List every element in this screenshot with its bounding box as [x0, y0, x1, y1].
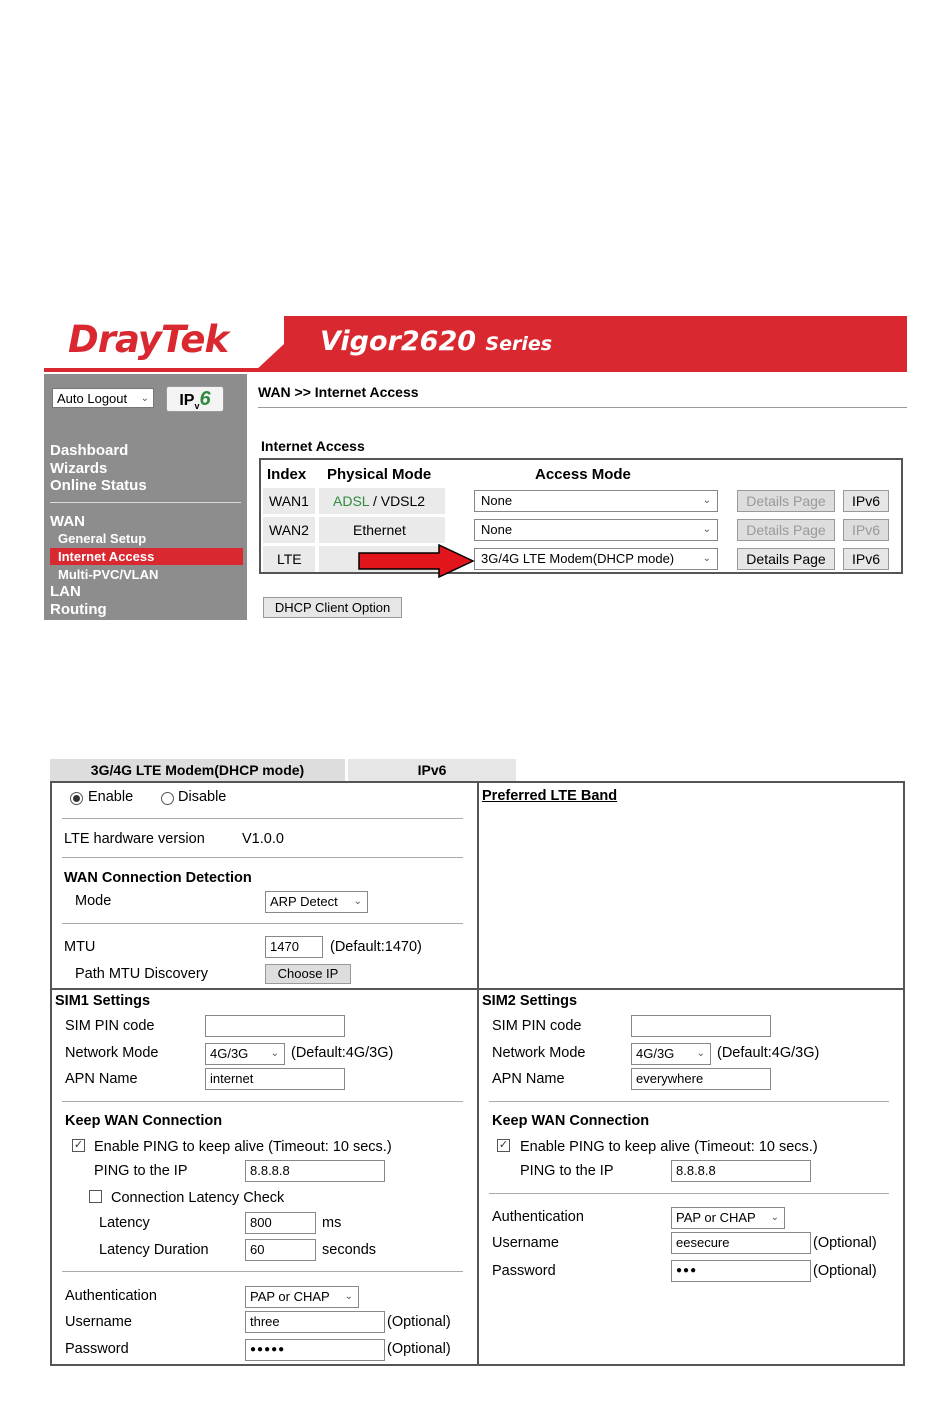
sim1-keep-wan-title: Keep WAN Connection	[65, 1113, 223, 1129]
sim1-latency-duration-input[interactable]: 60	[245, 1239, 316, 1261]
breadcrumb-divider	[258, 407, 907, 408]
sim2-ping-checkbox[interactable]: ✓	[498, 1139, 509, 1151]
column-header-access-mode: Access Mode	[535, 466, 631, 483]
sim1-latency-check-checkbox[interactable]	[89, 1190, 102, 1203]
sim2-keep-wan-title: Keep WAN Connection	[492, 1113, 650, 1129]
disable-radio[interactable]	[161, 792, 174, 805]
sim2-username-input[interactable]: eesecure	[671, 1232, 811, 1254]
sidebar-divider	[50, 502, 241, 503]
chevron-down-icon: ⌄	[702, 495, 711, 506]
lte-access-mode-select[interactable]: 3G/4G LTE Modem(DHCP mode) ⌄	[474, 548, 718, 570]
sim2-network-mode-select[interactable]: 4G/3G ⌄	[631, 1043, 711, 1065]
lte-settings-panel	[50, 781, 905, 1366]
enable-label: Enable	[88, 789, 134, 805]
sim1-pin-label: SIM PIN code	[65, 1018, 155, 1034]
divider	[62, 857, 463, 858]
breadcrumb: WAN >> Internet Access	[258, 384, 419, 400]
sim1-pin-input[interactable]	[205, 1015, 345, 1037]
dhcp-client-option-button[interactable]: DHCP Client Option	[263, 597, 402, 618]
sim2-settings-title: SIM2 Settings	[482, 993, 578, 1009]
wan2-details-page-button[interactable]: Details Page	[737, 519, 835, 541]
sim1-latency-check-label: Connection Latency Check	[111, 1190, 285, 1206]
sim1-ping-ip-input[interactable]: 8.8.8.8	[245, 1160, 385, 1182]
path-mtu-discovery-label: Path MTU Discovery	[75, 966, 208, 982]
wan1-index: WAN1	[269, 493, 309, 509]
wan1-details-page-button[interactable]: Details Page	[737, 490, 835, 512]
sim2-pin-input[interactable]	[631, 1015, 771, 1037]
sim1-authentication-label: Authentication	[65, 1288, 157, 1304]
sim1-network-mode-default: (Default:4G/3G)	[291, 1045, 394, 1061]
sim1-username-input[interactable]: three	[245, 1311, 385, 1333]
wan1-physical-mode: ADSL / VDSL2	[333, 493, 426, 509]
mtu-label: MTU	[64, 939, 96, 955]
tab-lte-modem[interactable]: 3G/4G LTE Modem(DHCP mode)	[50, 759, 345, 781]
sidebar-item-lan[interactable]: LAN	[50, 583, 81, 600]
sidebar-item-online-status[interactable]: Online Status	[50, 477, 147, 494]
chevron-down-icon: ⌄	[770, 1212, 779, 1223]
sidebar-item-general-setup[interactable]: General Setup	[58, 531, 147, 546]
divider	[62, 818, 463, 819]
lte-index: LTE	[277, 551, 302, 567]
sim1-password-input[interactable]: ●●●●●	[245, 1339, 385, 1361]
sim1-username-optional: (Optional)	[387, 1314, 451, 1330]
sim1-settings-title: SIM1 Settings	[55, 993, 151, 1009]
sim1-latency-duration-unit: seconds	[322, 1242, 377, 1258]
divider	[62, 1271, 463, 1272]
wan2-physical-mode: Ethernet	[353, 522, 406, 538]
divider	[489, 1193, 889, 1194]
sidebar-item-internet-access[interactable]: Internet Access	[50, 548, 243, 565]
internet-access-table	[259, 458, 903, 574]
sim1-authentication-select[interactable]: PAP or CHAP ⌄	[245, 1286, 359, 1308]
sim2-network-mode-label: Network Mode	[492, 1045, 586, 1061]
model-name: Vigor2620 Series	[320, 326, 553, 357]
chevron-down-icon: ⌄	[702, 524, 711, 535]
wan2-ipv6-button[interactable]: IPv6	[843, 519, 889, 541]
wan2-index: WAN2	[269, 522, 309, 538]
mtu-default: (Default:1470)	[330, 939, 422, 955]
disable-label: Disable	[178, 789, 227, 805]
sim2-apn-label: APN Name	[492, 1071, 565, 1087]
section-title: Internet Access	[261, 438, 365, 454]
wan-connection-detection-title: WAN Connection Detection	[64, 870, 252, 886]
red-arrow-annotation	[357, 544, 475, 578]
sim2-ping-enable-label: Enable PING to keep alive (Timeout: 10 secs.)	[520, 1139, 818, 1155]
sim2-authentication-select[interactable]: PAP or CHAP ⌄	[671, 1207, 785, 1229]
lte-ipv6-button[interactable]: IPv6	[843, 548, 889, 570]
sim1-ping-checkbox[interactable]: ✓	[73, 1139, 84, 1151]
sim2-username-optional: (Optional)	[813, 1235, 877, 1251]
auto-logout-select[interactable]: Auto Logout ⌄	[52, 388, 154, 408]
mode-label: Mode	[75, 893, 112, 909]
sim2-username-label: Username	[492, 1235, 559, 1251]
sim1-network-mode-label: Network Mode	[65, 1045, 159, 1061]
sim2-ping-ip-input[interactable]: 8.8.8.8	[671, 1160, 811, 1182]
chevron-down-icon: ⌄	[140, 393, 149, 404]
chevron-down-icon: ⌄	[353, 896, 362, 907]
divider	[62, 1101, 463, 1102]
sim1-password-label: Password	[65, 1341, 129, 1357]
preferred-lte-band-link[interactable]: Preferred LTE Band	[482, 788, 618, 804]
wan1-ipv6-button[interactable]: IPv6	[843, 490, 889, 512]
chevron-down-icon: ⌄	[702, 553, 711, 564]
sim2-ping-ip-label: PING to the IP	[520, 1163, 614, 1179]
sidebar-item-wan[interactable]: WAN	[50, 513, 85, 530]
wan2-access-mode-select[interactable]: None ⌄	[474, 519, 718, 541]
lte-hardware-version-label: LTE hardware version	[64, 831, 205, 847]
sidebar	[44, 374, 247, 620]
sim2-apn-input[interactable]: everywhere	[631, 1068, 771, 1090]
panel-divider	[52, 988, 903, 990]
sim1-ping-enable-label: Enable PING to keep alive (Timeout: 10 secs.)	[94, 1139, 392, 1155]
panel-divider	[477, 783, 479, 1364]
sim1-latency-duration-label: Latency Duration	[99, 1242, 209, 1258]
chevron-down-icon: ⌄	[344, 1291, 353, 1302]
chevron-down-icon: ⌄	[270, 1048, 279, 1059]
draytek-logo: DrayTek	[68, 318, 229, 361]
sim1-apn-input[interactable]: internet	[205, 1068, 345, 1090]
chevron-down-icon: ⌄	[696, 1048, 705, 1059]
sim1-username-label: Username	[65, 1314, 132, 1330]
lte-details-page-button[interactable]: Details Page	[737, 548, 835, 570]
header-banner	[44, 316, 907, 372]
divider	[489, 1101, 889, 1102]
ipv6-button[interactable]: $IP_v6$	[166, 386, 224, 412]
divider	[62, 923, 463, 924]
sim1-password-optional: (Optional)	[387, 1341, 451, 1357]
mtu-input[interactable]: 1470	[265, 936, 323, 958]
sim2-authentication-label: Authentication	[492, 1209, 584, 1225]
sim1-latency-unit: ms	[322, 1215, 342, 1231]
sidebar-item-dashboard[interactable]: Dashboard	[50, 442, 129, 459]
sidebar-item-routing[interactable]: Routing	[50, 601, 107, 618]
choose-ip-button[interactable]: Choose IP	[265, 964, 351, 984]
column-header-index: Index	[267, 466, 307, 483]
tab-ipv6[interactable]: IPv6	[348, 759, 516, 781]
sim2-network-mode-default: (Default:4G/3G)	[717, 1045, 820, 1061]
enable-radio[interactable]	[70, 792, 83, 805]
sim1-latency-label: Latency	[99, 1215, 150, 1231]
sidebar-item-wizards[interactable]: Wizards	[50, 460, 108, 477]
sim1-apn-label: APN Name	[65, 1071, 138, 1087]
sim2-pin-label: SIM PIN code	[492, 1018, 582, 1034]
sim2-password-label: Password	[492, 1263, 556, 1279]
column-header-physical-mode: Physical Mode	[327, 466, 432, 483]
lte-hardware-version-value: V1.0.0	[242, 831, 284, 847]
sim1-latency-input[interactable]: 800	[245, 1212, 316, 1234]
sidebar-item-multi-pvc-vlan[interactable]: Multi-PVC/VLAN	[58, 567, 159, 582]
sim2-password-input[interactable]: ●●●	[671, 1260, 811, 1282]
mode-select[interactable]: ARP Detect ⌄	[265, 891, 368, 913]
sim2-password-optional: (Optional)	[813, 1263, 877, 1279]
wan1-access-mode-select[interactable]: None ⌄	[474, 490, 718, 512]
sim1-network-mode-select[interactable]: 4G/3G ⌄	[205, 1043, 285, 1065]
sim1-ping-ip-label: PING to the IP	[94, 1163, 188, 1179]
